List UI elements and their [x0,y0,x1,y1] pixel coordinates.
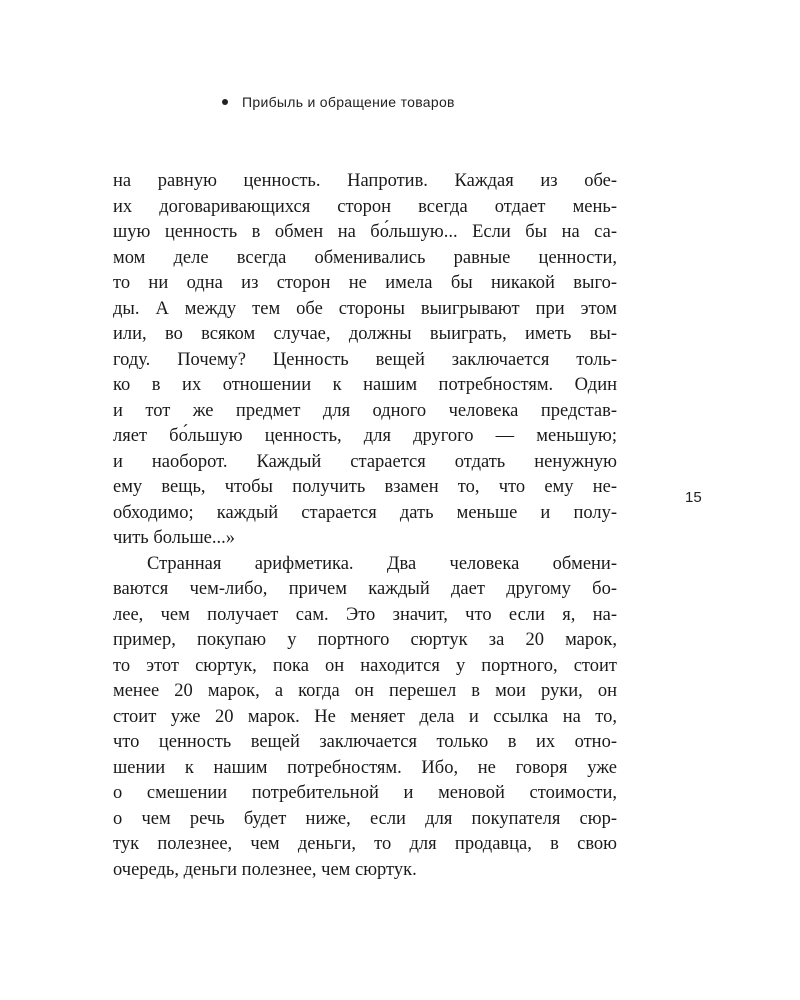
running-head-title: Прибыль и обращение товаров [242,94,455,110]
text-line: ко в их отношении к нашим потребностям. Один [113,375,617,395]
text-line: стоит уже 20 марок. Не меняет дела и ссылка на то, [113,706,617,727]
bullet-icon [222,99,228,105]
text-line: о чем речь будет ниже, если для покупателя сюр- [113,808,617,829]
text-line: то ни одна из сторон не имела бы никакой выго- [113,273,617,293]
text-line: ему вещь, чтобы получить взамен то, что ему не- [113,477,617,497]
page-number: 15 [685,489,702,506]
paragraph-2 [113,552,617,884]
running-head [222,93,455,111]
text-line: шую ценность в обмен на бо́льшую... Если бы на са- [113,222,617,242]
paragraph-1 [113,169,617,552]
text-line: ваются чем-либо, причем каждый дает другому бо- [113,579,617,599]
body-text [113,169,617,883]
text-line: на равную ценность. Напротив. Каждая из обе- [113,171,617,191]
text-line: о смешении потребительной и меновой стоимости, [113,783,617,803]
text-line: и тот же предмет для одного человека представ- [113,400,617,421]
text-line: лее, чем получает сам. Это значит, что если я, на- [113,604,617,625]
text-line: что ценность вещей заключается только в их отно- [113,732,617,752]
text-line: менее 20 марок, а когда он перешел в мои руки, он [113,681,617,701]
text-line: мом деле всегда обменивались равные ценности, [113,247,617,268]
text-line: ды. А между тем обе стороны выигрывают при этом [113,298,617,319]
text-line: чить больше...» [113,528,236,548]
text-line: очередь, деньги полезнее, чем сюртук. [113,859,417,880]
text-line: тук полезнее, чем деньги, то для продавца, в свою [113,834,617,854]
text-line: их договаривающихся сторон всегда отдает мень- [113,196,617,217]
text-line: то этот сюртук, пока он находится у портного, стоит [113,655,617,676]
text-line: пример, покупаю у портного сюртук за 20 марок, [113,630,617,650]
text-line: Странная арифметика. Два человека обмени- [147,553,617,574]
text-line: году. Почему? Ценность вещей заключается толь- [113,349,617,370]
text-line: ляет бо́льшую ценность, для другого — меньшую; [113,426,617,446]
text-line: шении к нашим потребностям. Ибо, не говоря уже [113,757,617,778]
text-line: или, во всяком случае, должны выиграть, иметь вы- [113,324,617,344]
text-line: обходимо; каждый старается дать меньше и полу- [113,502,617,523]
text-line: и наоборот. Каждый старается отдать ненужную [113,451,617,472]
